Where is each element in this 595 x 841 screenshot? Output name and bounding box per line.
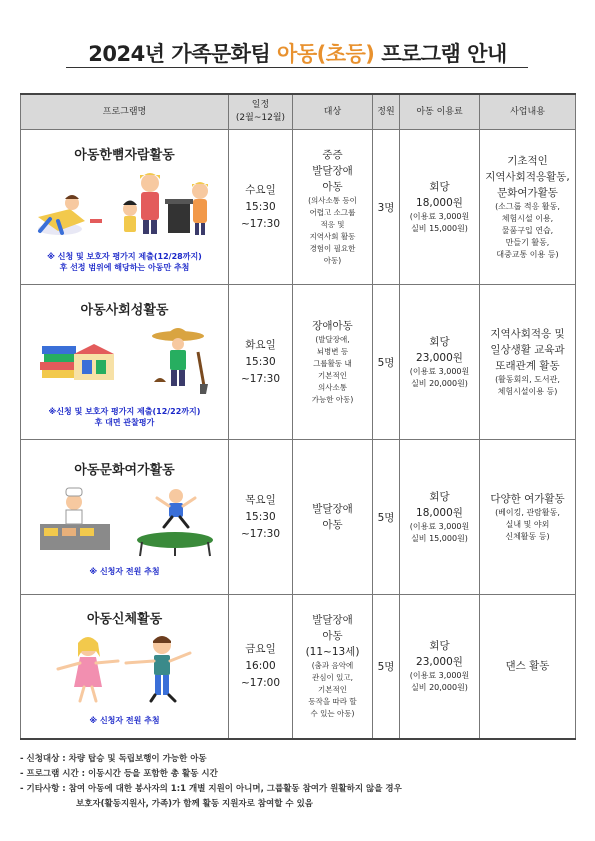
program-name: 아동신체활동: [86, 612, 163, 628]
target-sub: 수 있는 아동): [310, 709, 355, 719]
header-capacity: 정원: [373, 94, 400, 130]
capacity-cell: 5명: [373, 595, 400, 739]
title-underline: [66, 67, 528, 68]
content-main: 기초적인: [507, 155, 548, 167]
children-books-gardening-illustration: [30, 324, 220, 398]
baking-trampoline-illustration: [30, 484, 220, 558]
schedule-start: 15:30: [245, 510, 276, 523]
target-main: 아동: [322, 630, 343, 643]
fee-main: 회당: [429, 181, 450, 193]
capacity-cell: 3명: [373, 130, 400, 285]
capacity-cell: 5명: [373, 440, 400, 595]
fee-main: 회당: [429, 336, 450, 348]
schedule-day: 수요일: [245, 183, 276, 196]
program-table: [20, 93, 576, 740]
program-notice: [21, 566, 228, 577]
notice-line: ※ 신청자 전원 추첨: [89, 567, 160, 576]
target-sub: 동작을 따라 할: [308, 697, 357, 707]
fee-sub: 실비 15,000원): [411, 534, 468, 543]
target-sub: 가능한 아동): [311, 395, 354, 404]
target-main: 아동: [322, 519, 343, 531]
notice-line: 후 대면 관찰평가: [94, 417, 155, 427]
header-fee: 아동 이용료: [400, 94, 480, 130]
program-name: 아동한뼘자람활동: [74, 147, 175, 163]
content-main: 일상생활 교육과: [490, 344, 565, 356]
content-sub: (소그룹 적응 활동,: [495, 202, 560, 211]
footer-line: - 프로그램 시간 : 이동시간 등을 포함한 총 활동 시간: [20, 769, 218, 779]
header-program: 프로그램명: [21, 94, 229, 130]
content-sub: 신체활동 등): [505, 532, 550, 541]
target-sub: 그룹활동 내: [313, 359, 352, 368]
target-sub: 기본적인: [318, 371, 347, 380]
fee-main: 18,000원: [416, 197, 463, 209]
table-row: [21, 595, 576, 739]
content-sub: 물품구입 연습,: [501, 226, 554, 235]
target-sub: (발달장애,: [315, 335, 350, 344]
schedule-end: ~17:30: [240, 527, 281, 540]
fee-cell: [400, 595, 480, 739]
table-row: [21, 130, 576, 285]
content-sub: 체험시설 이용,: [501, 214, 554, 223]
header-schedule-label: 일정: [251, 100, 270, 110]
schedule-cell: [229, 440, 293, 595]
footer-line: - 신청대상 : 차량 탑승 및 독립보행이 가능한 아동: [20, 754, 207, 764]
target-sub: (춤과 음악에: [311, 661, 354, 671]
fee-main: 회당: [429, 640, 450, 653]
target-main: 발달장애: [312, 165, 353, 177]
program-cell: [21, 285, 229, 440]
content-cell: [480, 285, 576, 440]
program-name: 아동문화여가활동: [74, 463, 175, 478]
schedule-cell: [229, 285, 293, 440]
schedule-day: 금요일: [245, 642, 276, 655]
schedule-cell: [229, 130, 293, 285]
header-schedule: [229, 94, 293, 130]
fee-sub: 실비 20,000원): [411, 683, 468, 693]
target-sub: 경험이 필요한: [309, 244, 356, 253]
content-sub: 실내 및 야외: [505, 520, 550, 529]
fee-main: 18,000원: [416, 507, 463, 519]
content-main: 댄스 활동: [505, 660, 550, 673]
fee-sub: 실비 15,000원): [411, 224, 468, 233]
program-cell: [21, 595, 229, 739]
target-cell: [293, 440, 373, 595]
schedule-start: 15:30: [245, 355, 276, 368]
header-schedule-period: (2월~12월): [235, 113, 286, 123]
target-sub: 지역사회 활동: [309, 232, 356, 241]
content-sub: (활동회의, 도서관,: [495, 375, 560, 384]
target-sub: (의사소통 등이: [308, 196, 357, 205]
program-notice: [21, 251, 228, 273]
content-main: 다양한 여가활동: [490, 493, 565, 505]
content-sub: (베이킹, 관람활동,: [495, 508, 560, 517]
program-notice: [21, 715, 228, 726]
target-main: 장애아동: [312, 320, 353, 332]
target-sub: 아동): [323, 256, 342, 265]
capacity-cell: 5명: [373, 285, 400, 440]
children-crafting-illustration: [30, 169, 220, 243]
schedule-end: ~17:00: [240, 676, 281, 689]
target-main: 발달장애: [312, 614, 353, 627]
fee-sub: (이용료 3,000원: [409, 212, 470, 221]
title-suffix: 프로그램 안내: [374, 42, 507, 66]
target-sub: 뇌병변 등: [316, 347, 349, 356]
content-cell: [480, 440, 576, 595]
header-target: 대상: [293, 94, 373, 130]
content-main: 또래관계 활동: [495, 360, 560, 372]
fee-cell: [400, 285, 480, 440]
target-cell: [293, 595, 373, 739]
content-cell: [480, 130, 576, 285]
fee-cell: [400, 440, 480, 595]
target-sub: 의사소통: [318, 383, 347, 392]
schedule-end: ~17:30: [240, 217, 281, 230]
fee-sub: (이용료 3,000원: [409, 367, 470, 376]
target-main: 중증: [322, 149, 343, 161]
target-main: (11~13세): [305, 646, 360, 659]
program-cell: [21, 130, 229, 285]
schedule-cell: [229, 595, 293, 739]
notice-line: 후 선정 범위에 해당하는 아동만 추첨: [59, 262, 190, 272]
content-cell: [480, 595, 576, 739]
content-main: 문화여가활동: [497, 187, 558, 199]
table-row: [21, 440, 576, 595]
schedule-start: 16:00: [245, 659, 276, 672]
content-main: 지역사회적응 및: [490, 328, 565, 340]
target-sub: 어렵고 소그룹: [309, 208, 356, 217]
schedule-end: ~17:30: [240, 372, 281, 385]
fee-main: 23,000원: [416, 352, 463, 364]
schedule-day: 목요일: [245, 493, 276, 506]
content-main: 지역사회적응활동,: [485, 171, 570, 183]
program-name: 아동사회성활동: [80, 302, 169, 318]
program-notice: [21, 406, 228, 428]
content-sub: 체험시설이용 등): [497, 387, 558, 396]
program-cell: [21, 440, 229, 595]
table-row: [21, 285, 576, 440]
schedule-day: 화요일: [245, 338, 276, 351]
footer-notes: [20, 752, 580, 812]
fee-cell: [400, 130, 480, 285]
fee-sub: 실비 20,000원): [411, 379, 468, 388]
page-title: [0, 38, 595, 68]
notice-line: ※ 신청자 전원 추첨: [89, 716, 160, 726]
notice-line: ※ 신청 및 보호자 평가지 제출(12/28까지): [47, 251, 202, 261]
children-dancing-illustration: [30, 633, 220, 707]
target-sub: 관심이 있고,: [312, 673, 353, 683]
target-main: 발달장애: [312, 503, 353, 515]
target-sub: 적응 및: [320, 220, 345, 229]
notice-line: ※신청 및 보호자 평가지 제출(12/22까지): [48, 406, 201, 416]
fee-sub: (이용료 3,000원: [409, 522, 470, 531]
fee-main: 회당: [429, 491, 450, 503]
title-prefix: 2024년 가족문화팀: [88, 42, 278, 66]
header-content: 사업내용: [480, 94, 576, 130]
content-sub: 대중교통 이용 등): [496, 250, 559, 259]
content-sub: 만들기 활동,: [505, 238, 550, 247]
fee-sub: (이용료 3,000원: [409, 671, 470, 681]
schedule-start: 15:30: [245, 200, 276, 213]
footer-line: - 기타사항 : 참여 아동에 대한 봉사자의 1:1 개별 지원이 아니며, 그룹활동 참여가 원활하지 않을 경우: [20, 784, 402, 794]
target-cell: [293, 285, 373, 440]
footer-line: 보호자(활동지원사, 가족)가 함께 활동 지원자로 참여할 수 있음: [76, 799, 313, 809]
title-accent: 아동(초등): [277, 42, 375, 66]
target-main: 아동: [322, 181, 343, 193]
target-cell: [293, 130, 373, 285]
fee-main: 23,000원: [416, 656, 463, 669]
table-header-row: [21, 94, 576, 130]
target-sub: 기본적인: [318, 685, 347, 695]
